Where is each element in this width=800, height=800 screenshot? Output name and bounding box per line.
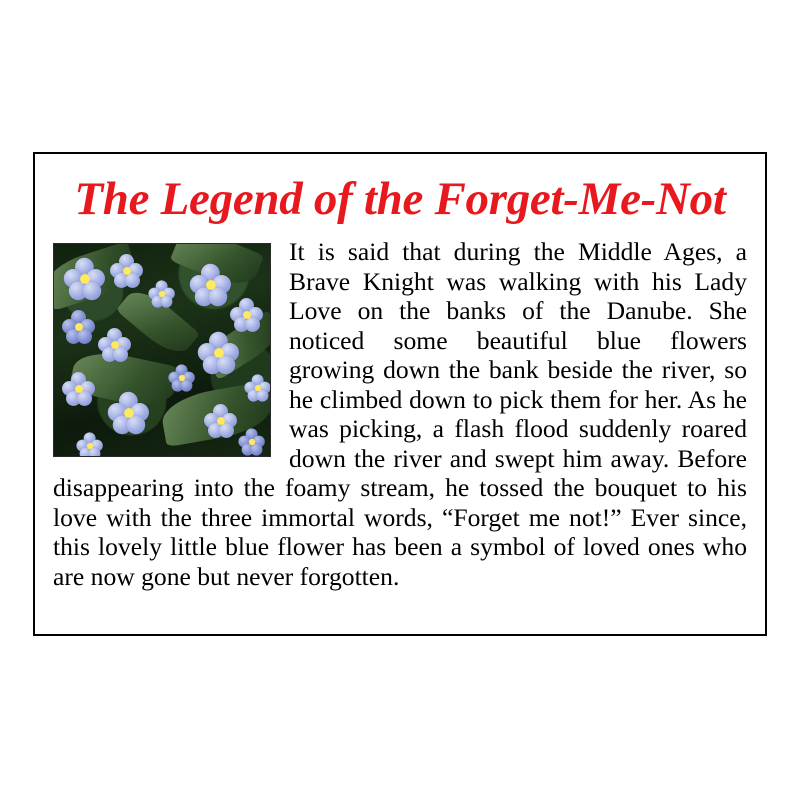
flower-bloom: [198, 332, 241, 375]
forget-me-not-flowers-photo: [53, 243, 271, 457]
flower-bloom: [64, 258, 107, 301]
flower-bloom: [168, 364, 187, 383]
flower-bloom: [76, 432, 95, 451]
flower-bloom: [230, 298, 264, 332]
flower-bloom: [238, 428, 257, 447]
flower-bloom: [148, 280, 167, 299]
flower-bloom: [244, 374, 263, 393]
flower-bloom: [108, 392, 151, 435]
flower-bloom: [98, 328, 132, 362]
flower-bloom: [190, 264, 233, 307]
article-body-block: [53, 237, 747, 591]
flower-bloom: [204, 404, 238, 438]
flower-bloom: [110, 254, 144, 288]
article-body-text: It is said that during the Middle Ages, a Brave Knight was walking with his Lady Love on the banks of the Danube. She noticed some beautiful blue flowers growing down the bank beside the river, so he climbed down to pick them for her. As he was picking, a flash flood suddenly roared down the river and swept him away. Before disappearing into the foamy stream, he tossed the bouquet to his love with the three immortal words, “Forget me not!” Ever since, this lovely little blue flower has been a symbol of loved ones who are now gone but never forgotten.: [53, 237, 747, 591]
flower-bloom: [62, 310, 96, 344]
article-card-inner: [35, 154, 765, 634]
flower-bloom: [62, 372, 96, 406]
article-card: [33, 152, 767, 636]
article-title: The Legend of the Forget-Me-Not: [74, 173, 726, 225]
